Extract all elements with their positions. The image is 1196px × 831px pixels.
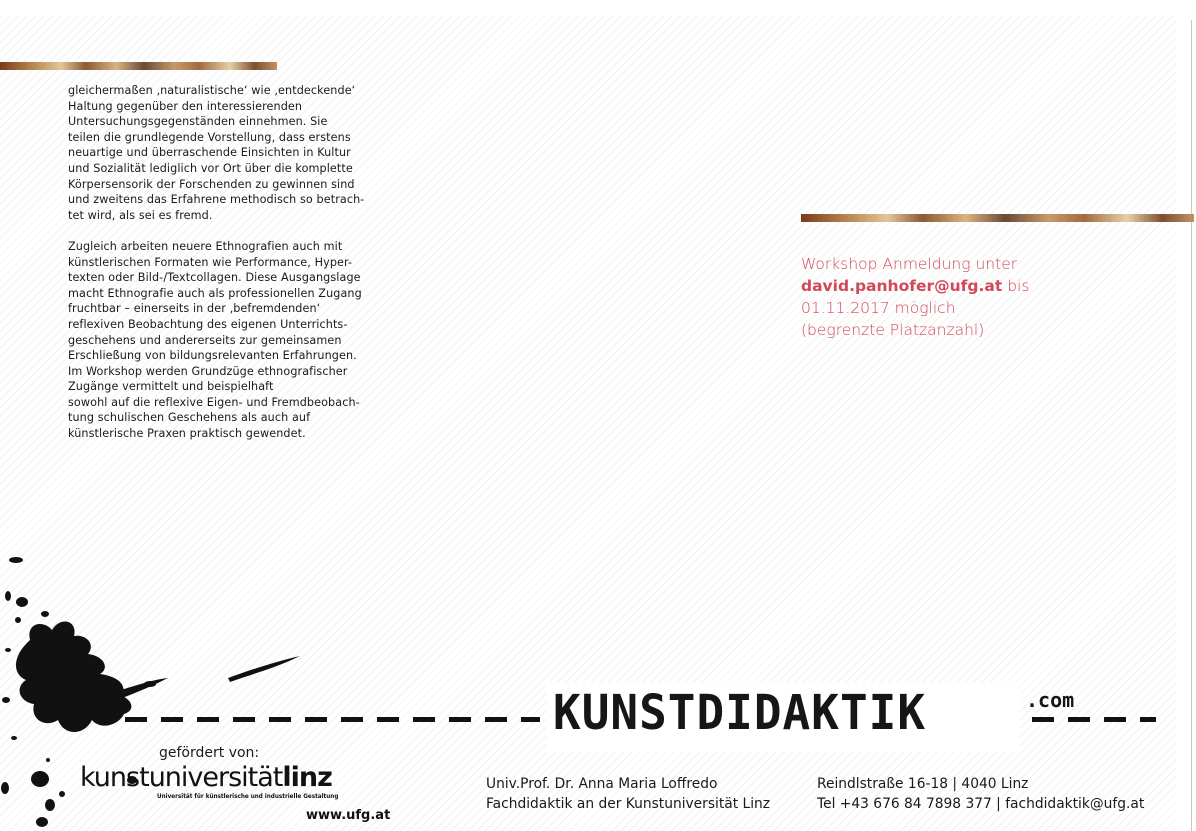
- text-line: sowohl auf die reflexive Eigen- und Fremdbeobach-: [68, 395, 360, 409]
- body-text-column: [68, 83, 398, 442]
- contact-name: Univ.Prof. Dr. Anna Maria Loffredo: [486, 776, 718, 792]
- registration-email-line: [801, 275, 1181, 297]
- logo-subtitle: Universität für künstlerische und industrielle Gestaltung: [157, 793, 339, 800]
- logo-word-linz: linz: [282, 762, 332, 793]
- workshop-registration-notice: [801, 253, 1181, 341]
- text-line: und zweitens das Erfahrene methodisch so betrach-: [68, 193, 365, 207]
- dashed-rule-left: [125, 717, 540, 722]
- sponsor-label: gefördert von:: [159, 745, 260, 761]
- logo-word-kunst: kunst: [80, 762, 149, 793]
- text-line: Im Workshop werden Grundzüge ethnografischer: [68, 364, 348, 378]
- text-line: gleichermaßen ‚naturalistische‘ wie ‚entdeckende‘: [68, 84, 356, 97]
- text-line: tet wird, als sei es fremd.: [68, 208, 213, 222]
- text-line: Untersuchungsgegenständen einnehmen. Sie: [68, 115, 328, 129]
- paragraph-gap: [68, 223, 398, 239]
- artwork-strip-right: [801, 214, 1194, 222]
- text-line: künstlerische Praxen praktisch gewendet.: [68, 427, 306, 441]
- registration-capacity-note: (begrenzte Platzanzahl): [801, 321, 985, 339]
- artwork-strip-left: [0, 62, 277, 70]
- text-line: fruchtbar – einerseits in der ‚befremdenden‘: [68, 302, 321, 316]
- registration-email-link[interactable]: david.panhofer@ufg.at: [801, 277, 1003, 295]
- text-line: tung schulischen Geschehens als auch auf: [68, 411, 311, 425]
- text-line: künstlerischen Formaten wie Performance, Hyper-: [68, 255, 353, 269]
- dashed-rule-right: [1032, 717, 1156, 722]
- page-edge-line: [1191, 20, 1192, 831]
- contact-address: Reindlstraße 16-18 | 4040 Linz: [817, 776, 1029, 792]
- contact-address-block: [817, 775, 1144, 814]
- text-line: und Sozialität lediglich vor Ort über die komplette: [68, 161, 353, 175]
- text-line: texten oder Bild-/Textcollagen. Diese Ausgangslage: [68, 271, 361, 285]
- text-line: teilen die grundlegende Vorstellung, dass erstens: [68, 130, 351, 144]
- contact-phone-email: Tel +43 676 84 7898 377 | fachdidaktik@ufg.at: [817, 795, 1145, 812]
- registration-deadline: 01.11.2017 möglich: [801, 299, 956, 317]
- text-line: reflexiven Beobachtung des eigenen Unterrichts-: [68, 317, 348, 331]
- registration-until: bis: [1002, 277, 1030, 295]
- top-margin: [0, 0, 1196, 16]
- contact-department: Fachdidaktik an der Kunstuniversität Linz: [486, 795, 771, 812]
- text-line: Zugänge vermittelt und beispielhaft: [68, 380, 274, 394]
- wordmark-domain-suffix: .com: [1026, 688, 1075, 712]
- text-line: macht Ethnografie auch als professionellen Zugang: [68, 286, 362, 300]
- website-link[interactable]: www.ufg.at: [306, 808, 391, 823]
- text-line: geschehens und andererseits zur gemeinsamen: [68, 333, 342, 347]
- text-line: Haltung gegenüber den interessierenden: [68, 99, 303, 113]
- registration-line: Workshop Anmeldung unter: [801, 255, 1018, 273]
- kunstuniversitaet-linz-logo: [80, 762, 332, 793]
- logo-word-universitaet: universität: [148, 762, 283, 793]
- text-line: neuartige und überraschende Einsichten in Kultur: [68, 146, 351, 160]
- contact-person-block: [486, 775, 770, 814]
- text-line: Körpersensorik der Forschenden zu gewinnen sind: [68, 177, 355, 191]
- right-margin: [1176, 0, 1196, 831]
- text-line: Erschließung von bildungsrelevanten Erfahrungen.: [68, 349, 357, 363]
- kunstdidaktik-wordmark: KUNSTDIDAKTIK: [553, 684, 927, 741]
- text-line: Zugleich arbeiten neuere Ethnografien auch mit: [68, 239, 343, 253]
